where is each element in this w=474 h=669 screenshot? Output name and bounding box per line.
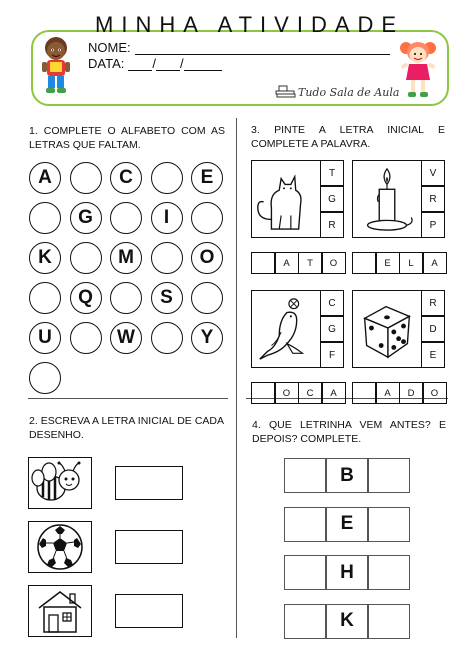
alphabet-blank-circle[interactable] (70, 322, 102, 354)
letter-option[interactable]: G (320, 186, 344, 212)
alphabet-letter-circle: I (151, 202, 183, 234)
boy-character-illustration (38, 34, 74, 96)
column-divider (236, 118, 237, 638)
letter-option[interactable]: F (320, 342, 344, 368)
dice-drawing-box (352, 290, 422, 368)
word-blank-cell[interactable] (352, 382, 376, 404)
page-title: MINHA ATIVIDADE (95, 12, 405, 37)
sequence-blank-cell[interactable] (284, 604, 326, 639)
word-letter-cell: A (376, 382, 400, 404)
dice-icon (353, 291, 421, 367)
letter-option[interactable]: T (320, 160, 344, 186)
brand-logo-text: Tudo Sala de Aula (298, 86, 400, 99)
word-letter-cell: L (399, 252, 423, 274)
alphabet-letter-circle: A (29, 162, 61, 194)
date-day-field[interactable] (128, 59, 152, 71)
answer-box[interactable] (115, 594, 183, 628)
word-letter-cell: A (275, 252, 299, 274)
soccer-ball-icon (29, 522, 91, 572)
word-letter-cell: D (399, 382, 423, 404)
word-blank-cell[interactable] (251, 382, 275, 404)
alphabet-letter-circle: U (29, 322, 61, 354)
sequence-blank-cell[interactable] (368, 604, 410, 639)
alphabet-letter-circle: W (110, 322, 142, 354)
seal-icon (252, 291, 320, 367)
letter-option[interactable]: V (421, 160, 445, 186)
question-4-text: 4. QUE LETRINHA VEM ANTES? E DEPOIS? COMPLETE. (252, 419, 446, 445)
seal-drawing-box (251, 290, 321, 368)
question-2-text: 2. ESCREVA A LETRA INICIAL DE CADA DESENHO. (29, 415, 224, 441)
sequence-blank-cell[interactable] (284, 555, 326, 590)
house-drawing-box (28, 585, 92, 637)
soccer-ball-drawing-box (28, 521, 92, 573)
word-letter-cell: O (322, 252, 346, 274)
sequence-blank-cell[interactable] (368, 458, 410, 493)
letter-option[interactable]: R (320, 212, 344, 238)
sequence-letter-cell: E (326, 507, 368, 542)
sequence-letter-cell: H (326, 555, 368, 590)
sequence-blank-cell[interactable] (368, 555, 410, 590)
letter-option[interactable]: D (421, 316, 445, 342)
cat-icon (252, 161, 320, 237)
alphabet-blank-circle[interactable] (151, 322, 183, 354)
sequence-letter-cell: K (326, 604, 368, 639)
question-1-text: 1. COMPLETE O ALFABETO COM AS LETRAS QUE FALTAM. (29, 125, 225, 151)
alphabet-blank-circle[interactable] (151, 162, 183, 194)
letter-option[interactable]: E (421, 342, 445, 368)
letter-option[interactable]: R (421, 290, 445, 316)
word-blank-cell[interactable] (352, 252, 376, 274)
letter-option[interactable]: G (320, 316, 344, 342)
alphabet-letter-circle: K (29, 242, 61, 274)
alphabet-letter-circle: G (70, 202, 102, 234)
date-year-field[interactable] (184, 59, 222, 71)
word-letter-cell: T (298, 252, 322, 274)
letter-option[interactable]: R (421, 186, 445, 212)
date-slash: / (152, 56, 156, 71)
letter-option[interactable]: C (320, 290, 344, 316)
alphabet-blank-circle[interactable] (29, 202, 61, 234)
name-label: NOME: (88, 40, 131, 55)
date-month-field[interactable] (156, 59, 180, 71)
house-icon (29, 586, 91, 636)
sequence-blank-cell[interactable] (284, 458, 326, 493)
alphabet-blank-circle[interactable] (191, 202, 223, 234)
word-letter-cell: C (298, 382, 322, 404)
bee-icon (29, 458, 91, 508)
cat-drawing-box (251, 160, 321, 238)
alphabet-letter-circle: M (110, 242, 142, 274)
name-row (88, 40, 390, 55)
word-letter-cell: E (376, 252, 400, 274)
alphabet-blank-circle[interactable] (70, 242, 102, 274)
date-slash: / (179, 56, 184, 71)
alphabet-blank-circle[interactable] (191, 282, 223, 314)
sequence-blank-cell[interactable] (284, 507, 326, 542)
word-blank-cell[interactable] (251, 252, 275, 274)
name-field[interactable] (135, 43, 390, 55)
word-letter-cell: A (423, 252, 447, 274)
word-letter-cell: A (322, 382, 346, 404)
alphabet-blank-circle[interactable] (29, 362, 61, 394)
letter-option[interactable]: P (421, 212, 445, 238)
alphabet-letter-circle: O (191, 242, 223, 274)
sequence-letter-cell: B (326, 458, 368, 493)
alphabet-letter-circle: C (110, 162, 142, 194)
alphabet-blank-circle[interactable] (110, 282, 142, 314)
answer-box[interactable] (115, 530, 183, 564)
section-divider-left (28, 398, 228, 399)
alphabet-blank-circle[interactable] (29, 282, 61, 314)
alphabet-letter-circle: S (151, 282, 183, 314)
date-row (88, 56, 222, 71)
question-3-text: 3. PINTE A LETRA INICIAL E COMPLETE A PALAVRA. (251, 124, 445, 150)
word-letter-cell: O (423, 382, 447, 404)
books-icon (275, 84, 297, 98)
answer-box[interactable] (115, 466, 183, 500)
alphabet-blank-circle[interactable] (110, 202, 142, 234)
sequence-blank-cell[interactable] (368, 507, 410, 542)
word-letter-cell: O (275, 382, 299, 404)
candle-icon (353, 161, 421, 237)
date-label: DATA: (88, 56, 125, 71)
alphabet-letter-circle: Q (70, 282, 102, 314)
alphabet-letter-circle: E (191, 162, 223, 194)
alphabet-letter-circle: Y (191, 322, 223, 354)
girl-character-illustration (398, 38, 438, 100)
alphabet-blank-circle[interactable] (70, 162, 102, 194)
alphabet-blank-circle[interactable] (151, 242, 183, 274)
candle-drawing-box (352, 160, 422, 238)
bee-drawing-box (28, 457, 92, 509)
